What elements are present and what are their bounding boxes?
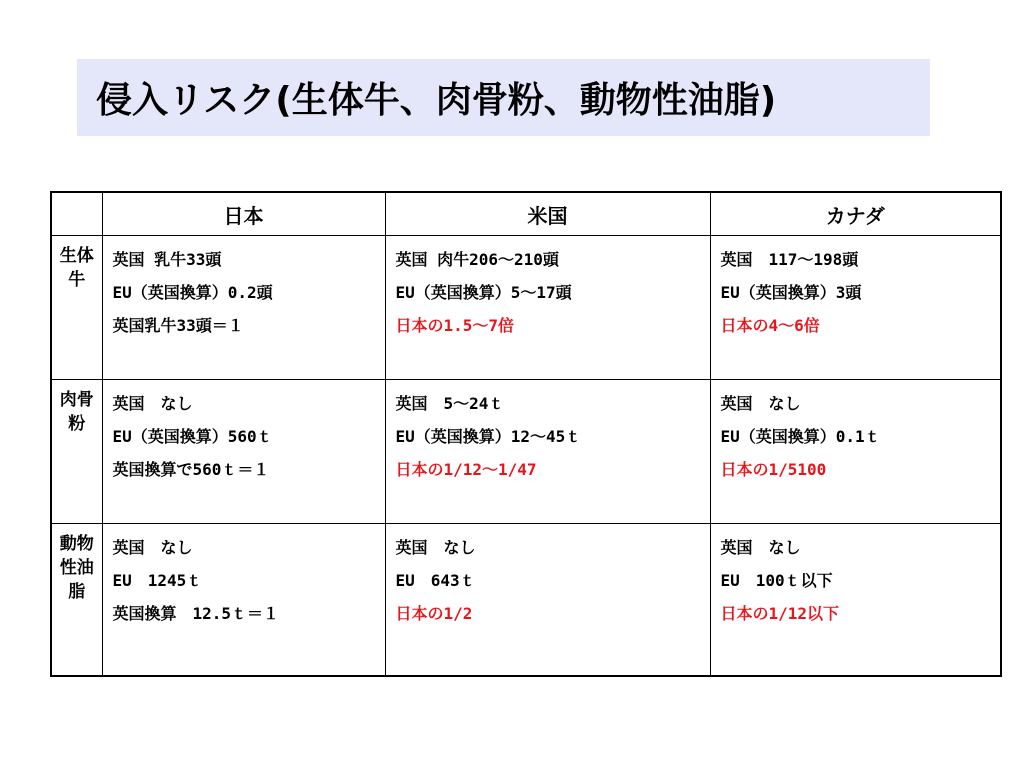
cell-line: EU（英国換算）3頭 xyxy=(720,283,862,302)
cell-line: EU（英国換算）560ｔ xyxy=(112,427,273,446)
cell-live-cattle-canada xyxy=(710,236,1001,380)
cell-line: 英国 なし xyxy=(112,538,193,557)
cell-line: 英国 なし xyxy=(720,538,801,557)
cell-line: 英国 なし xyxy=(112,394,193,413)
table-row-live-cattle xyxy=(51,236,1001,380)
cell-line: 英国 なし xyxy=(720,394,801,413)
header-corner-cell xyxy=(51,192,102,236)
header-japan: 日本 xyxy=(102,192,385,236)
cell-line: 英国換算で560ｔ＝１ xyxy=(112,460,270,479)
cell-line-ratio: 日本の1.5～7倍 xyxy=(395,316,515,335)
table-row-animal-fat xyxy=(51,524,1001,677)
cell-line-ratio: 日本の1/12～1/47 xyxy=(395,460,537,479)
cell-line: EU 100ｔ以下 xyxy=(720,571,833,590)
cell-line: EU 643ｔ xyxy=(395,571,476,590)
cell-live-cattle-japan xyxy=(102,236,385,380)
cell-line: 英国 なし xyxy=(395,538,476,557)
cell-meat-bone-meal-usa xyxy=(385,380,710,524)
cell-line: EU 1245ｔ xyxy=(112,571,203,590)
cell-animal-fat-japan xyxy=(102,524,385,677)
cell-line: EU（英国換算）0.2頭 xyxy=(112,283,273,302)
page-title: 侵入リスク(生体牛、肉骨粉、動物性油脂) xyxy=(96,80,777,121)
row-label-live-cattle: 生体牛 xyxy=(51,236,102,380)
cell-meat-bone-meal-japan xyxy=(102,380,385,524)
row-label-animal-fat: 動物性油脂 xyxy=(51,524,102,677)
cell-line: 英国 肉牛206～210頭 xyxy=(395,250,559,269)
cell-meat-bone-meal-canada xyxy=(710,380,1001,524)
cell-line-ratio: 日本の1/5100 xyxy=(720,460,827,479)
header-usa: 米国 xyxy=(385,192,710,236)
risk-comparison-table xyxy=(50,191,1002,677)
cell-line: 英国換算 12.5ｔ＝１ xyxy=(112,604,280,623)
cell-line: EU（英国換算）0.1ｔ xyxy=(720,427,881,446)
cell-line-ratio: 日本の1/2 xyxy=(395,604,473,623)
table-header-row xyxy=(51,192,1001,236)
row-label-meat-bone-meal: 肉骨粉 xyxy=(51,380,102,524)
table-row-meat-bone-meal xyxy=(51,380,1001,524)
cell-line: 英国乳牛33頭＝１ xyxy=(112,316,244,335)
cell-animal-fat-canada xyxy=(710,524,1001,677)
cell-line: 英国 5～24ｔ xyxy=(395,394,505,413)
cell-line: EU（英国換算）5～17頭 xyxy=(395,283,572,302)
cell-live-cattle-usa xyxy=(385,236,710,380)
cell-line-ratio: 日本の1/12以下 xyxy=(720,604,840,623)
cell-animal-fat-usa xyxy=(385,524,710,677)
cell-line: 英国 乳牛33頭 xyxy=(112,250,222,269)
title-banner xyxy=(77,59,930,136)
cell-line-ratio: 日本の4～6倍 xyxy=(720,316,820,335)
cell-line: 英国 117～198頭 xyxy=(720,250,859,269)
cell-line: EU（英国換算）12～45ｔ xyxy=(395,427,582,446)
header-canada: カナダ xyxy=(710,192,1001,236)
